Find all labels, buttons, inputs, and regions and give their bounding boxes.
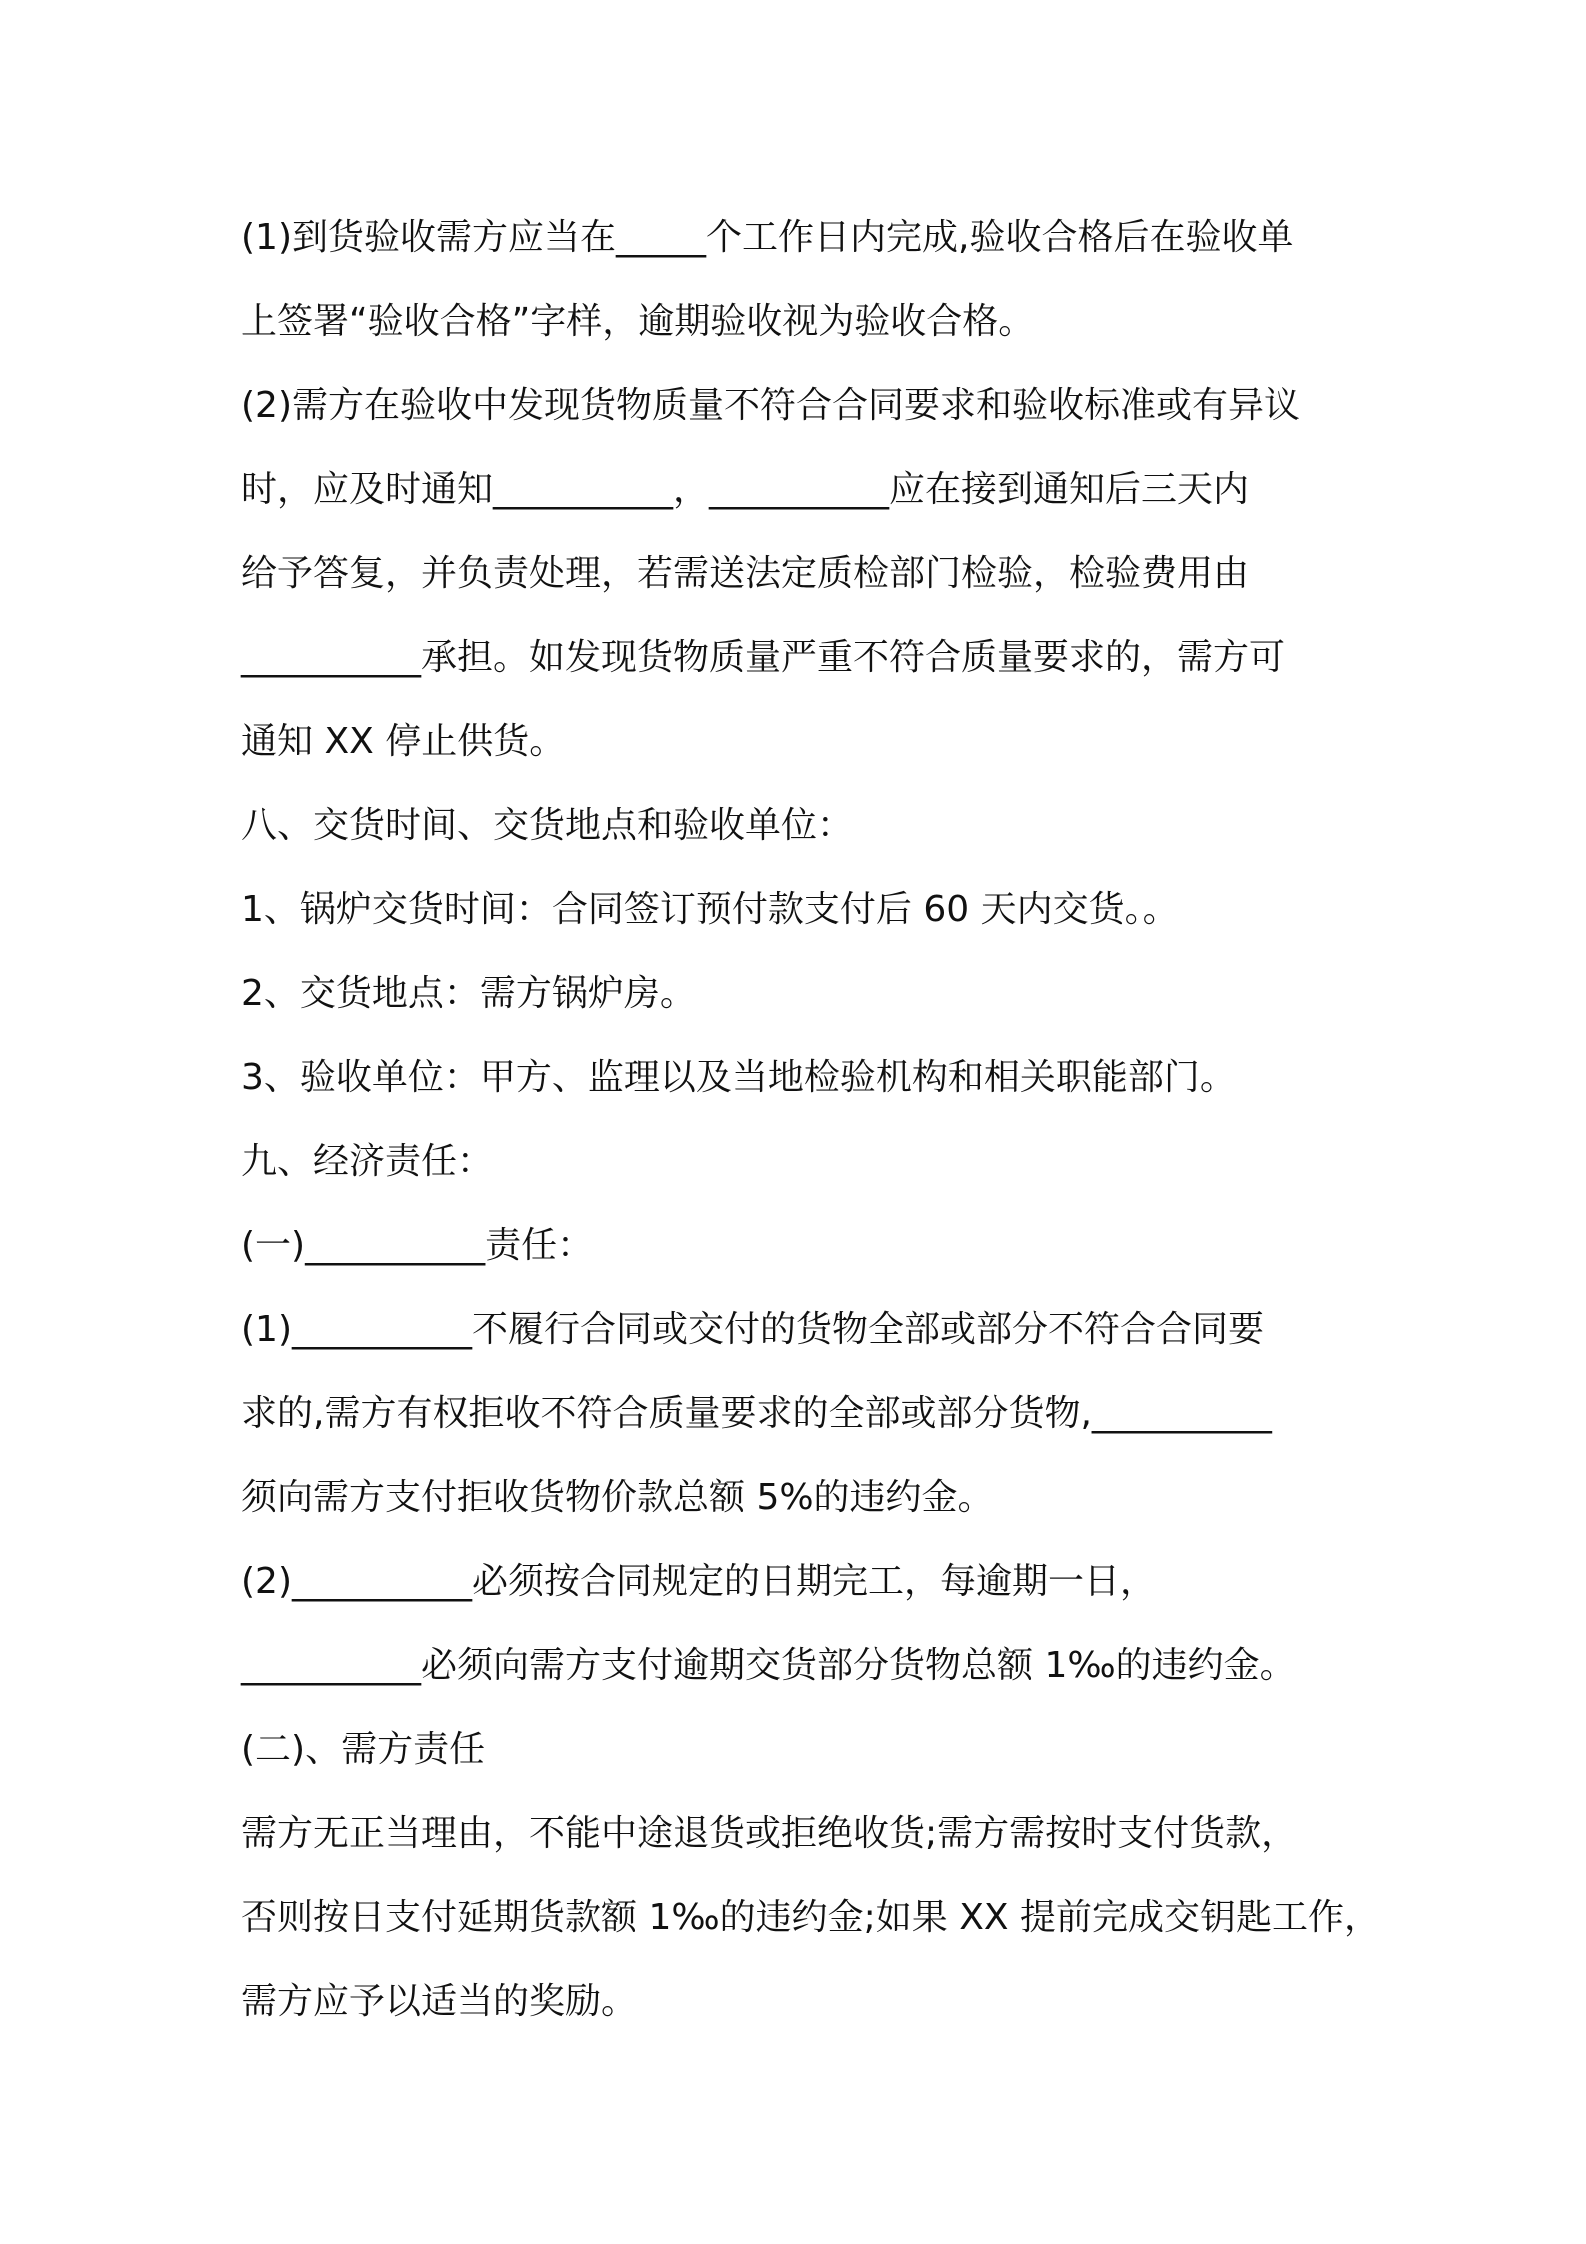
text-line: (1)到货验收需方应当在_____个工作日内完成,验收合格后在验收单 bbox=[241, 217, 1294, 258]
subsection-heading-1: (一)__________责任： bbox=[241, 1225, 594, 1266]
text-line: 上签署“验收合格”字样，逾期验收视为验收合格。 bbox=[241, 301, 1035, 342]
text-line: 3、验收单位：甲方、监理以及当地检验机构和相关职能部门。 bbox=[241, 1057, 1236, 1098]
text-line: 须向需方支付拒收货物价款总额 5%的违约金。 bbox=[241, 1477, 994, 1518]
subsection-heading-2: (二)、需方责任 bbox=[241, 1729, 486, 1770]
document-body bbox=[241, 196, 1380, 2044]
text-line: __________必须向需方支付逾期交货部分货物总额 1‰的违约金。 bbox=[241, 1645, 1296, 1686]
text-line: 给予答复，并负责处理，若需送法定质检部门检验，检验费用由 bbox=[241, 553, 1250, 594]
text-line: 通知 XX 停止供货。 bbox=[241, 721, 566, 762]
text-line: (2)__________必须按合同规定的日期完工，每逾期一日， bbox=[241, 1561, 1156, 1602]
text-line: 需方应予以适当的奖励。 bbox=[241, 1981, 638, 2022]
text-line: 2、交货地点：需方锅炉房。 bbox=[241, 973, 696, 1014]
text-line: 1、锅炉交货时间：合同签订预付款支付后 60 天内交货。。 bbox=[241, 889, 1179, 930]
text-line: 否则按日支付延期货款额 1‰的违约金;如果 XX 提前完成交钥匙工作， bbox=[241, 1897, 1380, 1938]
text-line: (2)需方在验收中发现货物质量不符合合同要求和验收标准或有异议 bbox=[241, 385, 1300, 426]
text-line: (1)__________不履行合同或交付的货物全部或部分不符合合同要 bbox=[241, 1309, 1264, 1350]
section-heading-8: 八、交货时间、交货地点和验收单位： bbox=[241, 805, 854, 846]
text-line: 求的,需方有权拒收不符合质量要求的全部或部分货物,__________ bbox=[241, 1393, 1272, 1434]
text-line: __________承担。如发现货物质量严重不符合质量要求的，需方可 bbox=[241, 637, 1286, 678]
section-heading-9: 九、经济责任： bbox=[241, 1141, 494, 1182]
text-line: 需方无正当理由，不能中途退货或拒绝收货;需方需按时支付货款， bbox=[241, 1813, 1298, 1854]
text-line: 时，应及时通知__________，__________应在接到通知后三天内 bbox=[241, 469, 1250, 510]
